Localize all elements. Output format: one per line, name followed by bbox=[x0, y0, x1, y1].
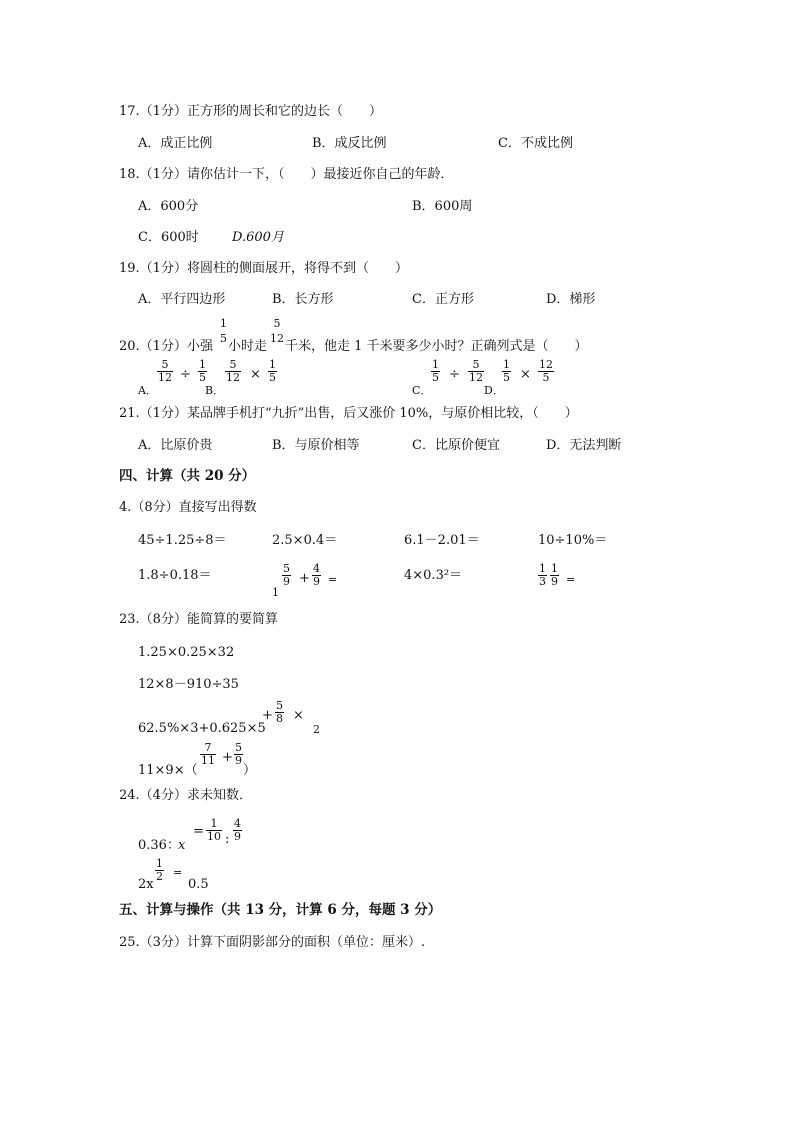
q24-eq1-frac2-num: 4 bbox=[234, 817, 241, 830]
q20-a-frac2-den: 5 bbox=[199, 371, 206, 384]
q22-item-2: 2.5×0.4＝ bbox=[272, 533, 338, 548]
q22-item-8-frac1 bbox=[538, 563, 547, 588]
q17-option-b[interactable]: B．成反比例 bbox=[312, 136, 387, 151]
q22-item-5: 1.8÷0.18＝ bbox=[138, 568, 212, 583]
q20-d-frac2-den: 5 bbox=[542, 371, 550, 384]
q22-item-8-eq: = bbox=[566, 573, 576, 586]
q23-expr-3-frac-num: 5 bbox=[276, 699, 283, 712]
q23-expr-3-times: × bbox=[293, 708, 304, 723]
q22-item-1: 45÷1.25÷8＝ bbox=[138, 533, 227, 548]
q19-stem: 19.（1分）将圆柱的侧面展开，将得不到（ ） bbox=[119, 261, 408, 276]
q24-eq2-left: 2x bbox=[138, 877, 154, 892]
q22-stem: 4.（8分）直接写出得数 bbox=[119, 500, 257, 515]
q22-item-6-frac1 bbox=[282, 563, 291, 588]
q22-item-3: 6.1－2.01＝ bbox=[404, 533, 480, 548]
section-4-title: 四、计算（共 20 分） bbox=[119, 468, 256, 484]
q22-item-8-frac2-num: 1 bbox=[551, 562, 558, 575]
q22-item-8-frac1-num: 1 bbox=[539, 562, 546, 575]
q25-stem: 25.（3分）计算下面阴影部分的面积（单位：厘米）. bbox=[119, 935, 426, 950]
section-5-title: 五、计算与操作（共 13 分，计算 6 分，每题 3 分） bbox=[119, 902, 442, 918]
q23-expr-4-frac1 bbox=[200, 742, 216, 767]
q22-item-6-frac2-den: 9 bbox=[313, 575, 320, 588]
q20-b-frac1-num: 5 bbox=[225, 359, 241, 372]
q20-a-frac1-den: 12 bbox=[158, 371, 172, 384]
q23-expr-3-plus: + bbox=[262, 708, 273, 723]
q18-option-a[interactable]: A．600分 bbox=[138, 199, 199, 214]
q20-b-frac2 bbox=[268, 359, 277, 384]
q20-option-a-label[interactable]: A． bbox=[138, 384, 157, 397]
q20-stem-mid: 小时走 bbox=[228, 339, 268, 354]
q22-item-6-frac1-num: 5 bbox=[283, 562, 290, 575]
q24-eq1-frac1 bbox=[206, 818, 222, 843]
q23-expr-4: 11×9×（ bbox=[138, 763, 198, 778]
q24-eq1-frac1-den: 10 bbox=[207, 830, 221, 843]
q20-c-frac1 bbox=[431, 359, 440, 384]
q20-fraction-hours bbox=[219, 318, 228, 345]
q22-item-8-frac2-den: 9 bbox=[551, 575, 558, 588]
q20-d-times: × bbox=[520, 367, 531, 382]
q23-expr-3-two: 2 bbox=[313, 723, 320, 736]
q22-item-6-lead: 1 bbox=[272, 586, 279, 599]
q23-expr-3-frac bbox=[275, 700, 284, 725]
q23-expr-3-frac-den: 8 bbox=[276, 712, 283, 725]
q20-km-numerator: 5 bbox=[273, 317, 281, 330]
q18-option-c[interactable]: C．600时 bbox=[138, 230, 199, 245]
q24-eq2-frac-num: 1 bbox=[156, 857, 163, 870]
q20-hours-numerator: 1 bbox=[220, 317, 227, 330]
q24-eq1-equals: = bbox=[193, 824, 204, 839]
q20-c-frac2-den: 12 bbox=[469, 371, 483, 384]
q23-expr-4-frac2-num: 5 bbox=[235, 741, 242, 754]
q18-option-d[interactable]: D.600月 bbox=[232, 230, 284, 245]
q19-option-d[interactable]: D．梯形 bbox=[546, 292, 596, 307]
q23-expr-3: 62.5%×3+0.625×5 bbox=[138, 721, 266, 736]
q20-c-frac2-num: 5 bbox=[468, 359, 484, 372]
q22-item-6-frac2 bbox=[312, 563, 321, 588]
q20-d-frac1-num: 1 bbox=[503, 358, 510, 371]
q22-item-7: 4×0.3²＝ bbox=[404, 568, 463, 583]
q20-km-denominator: 12 bbox=[270, 332, 284, 345]
q20-b-frac2-num: 1 bbox=[269, 358, 276, 371]
q24-eq1-colon: : bbox=[225, 832, 230, 847]
q20-b-times: × bbox=[250, 367, 261, 382]
q22-item-4: 10÷10%＝ bbox=[538, 533, 608, 548]
q20-option-d-label[interactable]: D． bbox=[484, 384, 504, 397]
q20-c-frac1-num: 1 bbox=[432, 358, 439, 371]
q18-option-b[interactable]: B．600周 bbox=[412, 199, 473, 214]
q24-eq1-frac2 bbox=[233, 818, 242, 843]
q20-a-frac1 bbox=[157, 359, 173, 384]
q21-option-a[interactable]: A．比原价贵 bbox=[138, 438, 213, 453]
q22-item-8-frac1-den: 3 bbox=[539, 575, 546, 588]
q23-expr-4-close: ） bbox=[243, 763, 257, 778]
q17-option-a[interactable]: A．成正比例 bbox=[138, 136, 213, 151]
q23-expr-4-frac1-num: 7 bbox=[200, 742, 216, 755]
q20-b-frac1 bbox=[225, 359, 241, 384]
q20-d-frac1-den: 5 bbox=[503, 371, 510, 384]
q23-expr-2: 12×8－910÷35 bbox=[138, 677, 239, 692]
q20-fraction-km bbox=[269, 318, 285, 345]
q21-option-d[interactable]: D．无法判断 bbox=[546, 438, 622, 453]
q22-item-6-plus: + bbox=[299, 571, 310, 586]
q20-d-frac1 bbox=[502, 359, 511, 384]
q17-option-c[interactable]: C．不成比例 bbox=[498, 136, 573, 151]
q20-c-frac1-den: 5 bbox=[432, 371, 439, 384]
q20-stem-suffix: 千米，他走 1 千米要多少小时？正确列式是（ ） bbox=[285, 339, 588, 354]
q23-expr-4-frac2-den: 9 bbox=[235, 754, 242, 767]
q17-stem: 17.（1分）正方形的周长和它的边长（ ） bbox=[119, 104, 382, 119]
q23-expr-4-plus: + bbox=[222, 750, 233, 765]
q20-d-frac2 bbox=[538, 359, 554, 384]
q20-stem-prefix: 20.（1分）小强 bbox=[119, 339, 213, 354]
q24-eq1-left: 0.36： bbox=[138, 838, 180, 853]
q24-stem: 24.（4分）求未知数． bbox=[119, 788, 252, 803]
q20-d-frac2-num: 12 bbox=[539, 358, 553, 371]
q24-eq1-frac2-den: 9 bbox=[234, 830, 241, 843]
q20-b-frac1-den: 12 bbox=[226, 371, 240, 384]
q24-eq1-frac1-num: 1 bbox=[206, 818, 222, 831]
q19-option-a[interactable]: A．平行四边形 bbox=[138, 292, 226, 307]
q23-stem: 23.（8分）能简算的要简算 bbox=[119, 612, 278, 627]
q22-item-6-frac1-den: 9 bbox=[283, 575, 290, 588]
q23-expr-1: 1.25×0.25×32 bbox=[138, 645, 235, 660]
q20-option-c-label[interactable]: C． bbox=[412, 384, 432, 397]
q20-a-divide: ÷ bbox=[180, 367, 191, 382]
q19-option-c[interactable]: C．正方形 bbox=[412, 292, 474, 307]
q20-a-frac1-num: 5 bbox=[157, 359, 173, 372]
q20-option-b-label[interactable]: B． bbox=[205, 384, 225, 397]
q24-eq1-x: x bbox=[178, 838, 186, 853]
q19-option-b[interactable]: B．长方形 bbox=[272, 292, 334, 307]
q23-expr-4-frac1-den: 11 bbox=[201, 754, 215, 767]
q21-option-c[interactable]: C．比原价便宜 bbox=[412, 438, 500, 453]
q24-eq2-equals: = bbox=[173, 866, 183, 879]
q20-c-divide: ÷ bbox=[449, 367, 460, 382]
q24-eq2-frac-den: 2 bbox=[156, 870, 163, 883]
q22-item-6-frac2-num: 4 bbox=[313, 562, 320, 575]
q20-c-frac2 bbox=[468, 359, 484, 384]
q20-a-frac2-num: 1 bbox=[199, 358, 206, 371]
q20-a-frac2 bbox=[198, 359, 207, 384]
q23-expr-4-frac2 bbox=[234, 742, 243, 767]
q24-eq2-frac bbox=[155, 858, 164, 883]
q22-item-6-eq: = bbox=[328, 573, 338, 586]
q20-hours-denominator: 5 bbox=[220, 332, 227, 345]
q22-item-8-frac2 bbox=[550, 563, 559, 588]
q24-eq2-right: 0.5 bbox=[188, 877, 209, 892]
q21-option-b[interactable]: B．与原价相等 bbox=[272, 438, 360, 453]
q20-b-frac2-den: 5 bbox=[269, 371, 276, 384]
q18-stem: 18.（1分）请你估计一下，（ ）最接近你自己的年龄． bbox=[119, 167, 454, 182]
q21-stem: 21.（1分）某品牌手机打“九折”出售，后又涨价 10%，与原价相比较，（ ） bbox=[119, 406, 578, 421]
